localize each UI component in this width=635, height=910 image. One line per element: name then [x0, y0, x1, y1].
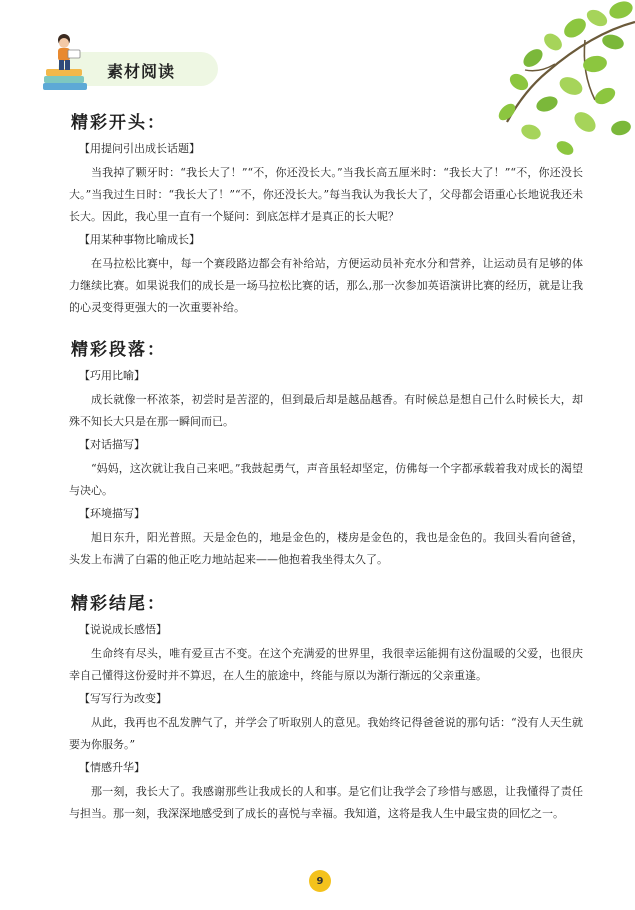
paragraph: 当我掉了颗牙时：“我长大了！”“不，你还没长大。”当我长高五厘米时：“我长大了！”“不，你还没长大。”当我过生日时：“我长大了！”“不，你还没长大。”每当我认为我长大了，父母都会语重心长地说我还未长大。因此，我心里一直有一个疑问：到底怎样才是真正的长大呢？	[69, 166, 583, 223]
paragraph: 成长就像一杯浓茶，初尝时是苦涩的，但到最后却是越品越香。有时候总是想自己什么时候长大，却殊不知长大只是在那一瞬间而已。	[69, 393, 583, 428]
paragraph: 从此，我再也不乱发脾气了，并学会了听取别人的意见。我始终记得爸爸说的那句话：“没有人天生就要为你服务。”	[69, 716, 583, 751]
paragraph: 在马拉松比赛中，每一个赛段路边都会有补给站，方便运动员补充水分和营养，让运动员有足够的体力继续比赛。如果说我们的成长是一场马拉松比赛的话，那么,那一次参加英语演讲比赛的经历，就是让我的心灵变得更强大的一次重要补给。	[69, 257, 583, 314]
paragraph: 旭日东升，阳光普照。天是金色的，地是金色的，楼房是金色的，我也是金色的。我回头看向爸爸，头发上布满了白霜的他正吃力地站起来——他抱着我坐得太久了。	[69, 531, 583, 566]
main-content	[69, 108, 583, 829]
sub-heading: 【用某种事物比喻成长】	[79, 233, 200, 246]
sub-heading: 【环境描写】	[79, 507, 145, 520]
section-ending	[69, 589, 583, 825]
section-header-badge	[38, 28, 218, 96]
reading-person-illustration	[38, 28, 98, 96]
section-body	[69, 335, 583, 571]
paragraph: “妈妈，这次就让我自己来吧。”我鼓起勇气，声音虽轻却坚定，仿佛每一个字都承载着我对成长的渴望与决心。	[69, 462, 583, 497]
sub-heading: 【巧用比喻】	[79, 369, 145, 382]
section-title: 精彩开头：	[71, 113, 166, 133]
section-opening	[69, 108, 583, 319]
sub-heading: 【对话描写】	[79, 438, 145, 451]
sub-heading: 【用提问引出成长话题】	[79, 142, 200, 155]
sub-heading: 【情感升华】	[79, 761, 145, 774]
section-title: 精彩结尾：	[71, 594, 166, 614]
paragraph: 那一刻，我长大了。我感谢那些让我成长的人和事。是它们让我学会了珍惜与感恩，让我懂得了责任与担当。那一刻，我深深地感受到了成长的喜悦与幸福。我知道，这将是我人生中最宝贵的回忆之一。	[69, 785, 583, 820]
sub-heading: 【写写行为改变】	[79, 692, 167, 705]
page-number: 9	[309, 870, 331, 892]
paragraph: 生命终有尽头，唯有爱亘古不变。在这个充满爱的世界里，我很幸运能拥有这份温暖的父爱，也很庆幸自己懂得这份爱时并不算迟，在人生的旅途中，终能与原以为渐行渐远的父亲重逢。	[69, 647, 583, 682]
section-title: 精彩段落：	[71, 340, 166, 360]
sub-heading: 【说说成长感悟】	[79, 623, 167, 636]
page-title: 素材阅读	[107, 62, 176, 81]
